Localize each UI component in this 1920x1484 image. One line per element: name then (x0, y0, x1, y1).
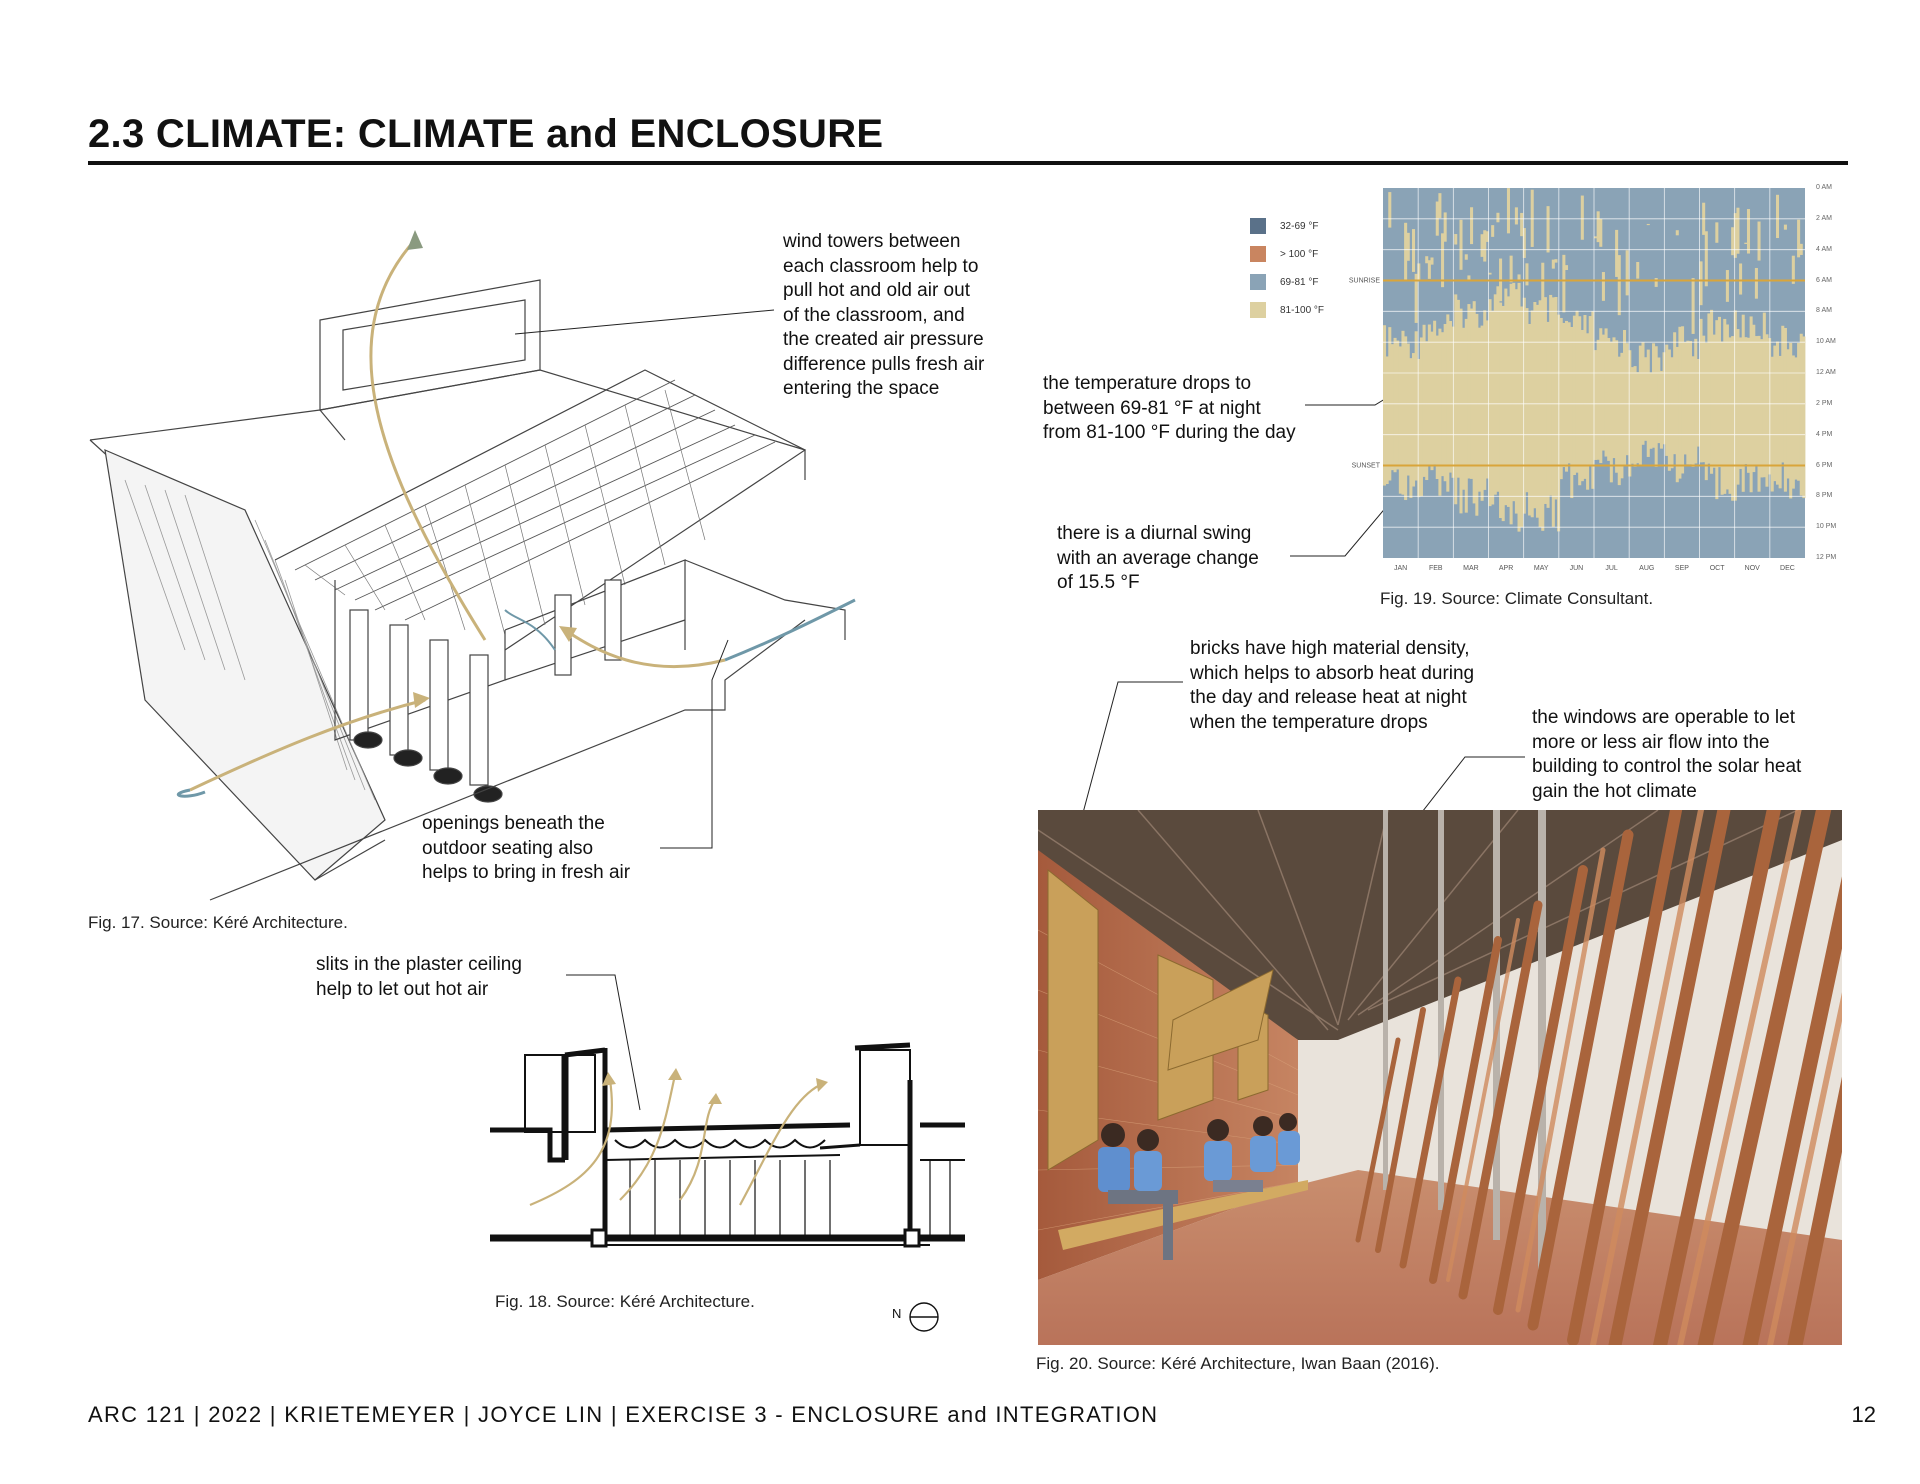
heatmap-cell (1520, 307, 1523, 528)
heatmap-cell (1430, 257, 1433, 264)
heatmap-y-tick: 2 AM (1816, 214, 1832, 222)
heatmap-cell (1576, 311, 1579, 473)
heatmap-cell (1692, 278, 1695, 334)
heatmap-cell (1721, 341, 1724, 494)
heatmap-cell (1747, 209, 1750, 254)
heatmap-cell (1607, 338, 1610, 461)
heatmap-cell (1536, 305, 1539, 518)
heatmap-cell (1420, 337, 1423, 496)
page-number: 12 (1851, 1402, 1876, 1427)
heatmap-cell (1794, 357, 1797, 479)
heatmap-x-tick: MAR (1463, 565, 1479, 572)
heatmap-cell (1744, 243, 1747, 244)
heatmap-cell (1409, 358, 1412, 498)
heatmap-cell (1594, 350, 1597, 460)
heatmap-cell (1515, 207, 1518, 224)
heatmap-cell (1734, 310, 1737, 500)
heatmap-cell (1470, 207, 1473, 244)
heatmap-cell (1531, 190, 1534, 247)
heatmap-cell (1779, 356, 1782, 488)
annotation-windows: the windows are operable to let more or less air flow into the building to control the solar heat gain the hot climate (1532, 707, 1802, 802)
heatmap-cell (1478, 328, 1481, 492)
heatmap-cell (1665, 345, 1668, 456)
heatmap-cell (1465, 319, 1468, 513)
annotation-openings: openings beneath the outdoor seating also helps to bring in fresh air (422, 813, 631, 883)
heatmap-cell (1781, 326, 1784, 463)
heatmap-y-tick: 12 AM (1816, 369, 1836, 376)
heatmap-cell (1465, 254, 1468, 259)
heatmap-cell (1678, 327, 1681, 479)
heatmap-cell (1655, 346, 1658, 467)
heatmap-cell (1481, 326, 1484, 501)
heatmap-cell (1528, 324, 1531, 516)
heatmap-cell (1459, 309, 1462, 514)
heatmap-cell (1444, 324, 1447, 481)
heatmap-cell (1552, 297, 1555, 527)
heatmap-cell (1425, 341, 1428, 480)
heatmap-cell (1765, 334, 1768, 486)
heatmap-cell (1568, 322, 1571, 463)
heatmap-x-tick: MAY (1533, 565, 1549, 572)
heatmap-y-tick: 6 PM (1816, 461, 1833, 469)
heatmap-cell (1523, 298, 1526, 514)
legend-swatch-1 (1250, 246, 1266, 262)
heatmap-cell (1755, 268, 1758, 299)
heatmap-cell (1499, 303, 1502, 519)
heatmap-cell (1676, 347, 1679, 482)
heatmap-y-tick: 0 AM (1816, 184, 1832, 191)
heatmap-cell (1473, 301, 1476, 503)
legend-swatch-0 (1250, 218, 1266, 234)
heatmap-cell (1707, 313, 1710, 463)
heatmap-cell (1565, 265, 1568, 270)
heatmap-x-tick: AUG (1639, 565, 1655, 572)
heatmap-cell (1430, 332, 1433, 470)
heatmap-cell (1715, 222, 1718, 242)
heatmap-cell (1383, 325, 1386, 485)
heatmap-cell (1583, 315, 1586, 479)
heatmap-cell (1771, 357, 1774, 492)
heatmap-cell (1502, 306, 1505, 521)
heatmap-cell (1510, 256, 1513, 283)
heatmap-cell (1705, 231, 1708, 286)
annotation-temp-drop: the temperature drops to between 69-81 °F at night from 81-100 °F during the day (1043, 373, 1296, 443)
heatmap-y-tick: 6 AM (1816, 276, 1832, 284)
heatmap-cell (1594, 236, 1597, 238)
heatmap-cell (1547, 322, 1550, 508)
heatmap-cell (1739, 263, 1742, 294)
heatmap-cell (1562, 323, 1565, 467)
heatmap-cell (1428, 325, 1431, 466)
heatmap-line-label: SUNRISE (1348, 277, 1380, 285)
heatmap-cell (1789, 343, 1792, 499)
heatmap-cell (1457, 300, 1460, 478)
annotation-slits: slits in the plaster ceiling help to let out hot air (316, 954, 522, 1000)
heatmap-cell (1423, 325, 1426, 477)
heatmap-cell (1467, 275, 1470, 280)
heatmap-cell (1581, 330, 1584, 481)
heatmap-cell (1581, 196, 1584, 240)
heatmap-cell (1718, 317, 1721, 467)
heatmap-cell (1784, 225, 1787, 230)
heatmap-cell (1489, 299, 1492, 506)
heatmap-cell (1391, 344, 1394, 470)
heatmap-x-tick: FEB (1428, 565, 1443, 572)
heatmap-cell (1636, 262, 1639, 279)
heatmap-cell (1518, 283, 1521, 532)
heatmap-cell (1404, 336, 1407, 500)
heatmap-cell (1470, 309, 1473, 479)
heatmap-cell (1760, 339, 1763, 477)
heatmap-cell (1449, 321, 1452, 473)
heatmap-cell (1610, 342, 1613, 483)
heatmap-cell (1626, 343, 1629, 455)
heatmap-cell (1578, 316, 1581, 485)
heatmap-cell (1797, 220, 1800, 258)
heatmap-cell (1623, 330, 1626, 466)
heatmap-cell (1776, 195, 1779, 238)
legend-item (1250, 212, 1324, 240)
heatmap-cell (1710, 310, 1713, 474)
heatmap-x-tick: SEP (1674, 565, 1689, 572)
heatmap-cell (1670, 357, 1673, 468)
page-footer: ARC 121 | 2022 | KRIETEMEYER | JOYCE LIN | EXERCISE 3 - ENCLOSURE and INTEGRATION (88, 1402, 1159, 1427)
heatmap-cell (1694, 339, 1697, 464)
heatmap-x-tick: DEC (1780, 565, 1795, 572)
heatmap-cell (1802, 336, 1805, 498)
heatmap-cell (1399, 346, 1402, 493)
caption-fig18: Fig. 18. Source: Kéré Architecture. (495, 1292, 755, 1311)
heatmap-cell (1758, 336, 1761, 492)
heatmap-y-tick: 2 PM (1816, 399, 1833, 407)
chart-legend (1250, 212, 1324, 324)
heatmap-cell (1634, 366, 1637, 467)
heatmap-cell (1736, 208, 1739, 254)
heatmap-cell (1547, 206, 1550, 252)
heatmap-cell (1618, 255, 1621, 315)
heatmap-y-tick: 10 PM (1816, 523, 1837, 531)
heatmap-cell (1454, 294, 1457, 504)
heatmap-cell (1520, 213, 1523, 236)
heatmap-cell (1388, 192, 1391, 228)
heatmap-cell (1444, 212, 1447, 241)
heatmap-cell (1700, 261, 1703, 305)
legend-label: 69-81 °F (1280, 276, 1319, 288)
heatmap-cell (1407, 233, 1410, 261)
heatmap-cell (1723, 319, 1726, 494)
heatmap-cell (1515, 289, 1518, 513)
heatmap-cell (1401, 331, 1404, 495)
heatmap-cell (1605, 328, 1608, 456)
heatmap-cell (1573, 316, 1576, 475)
annotation-bricks: bricks have high material density, which helps to absorb heat during the day and release heat at night when the temperature drops (1190, 638, 1475, 733)
heatmap-cell (1729, 337, 1732, 493)
heatmap-cell (1599, 219, 1602, 247)
heatmap-cell (1660, 371, 1663, 449)
heatmap-cell (1533, 302, 1536, 508)
heatmap-cell (1641, 343, 1644, 445)
heatmap-cell (1562, 255, 1565, 313)
heatmap-cell (1483, 230, 1486, 261)
heatmap-cell (1438, 329, 1441, 496)
heatmap-cell (1736, 329, 1739, 485)
heatmap-cell (1597, 211, 1600, 242)
heatmap-cell (1531, 310, 1534, 517)
legend-swatch-3 (1250, 302, 1266, 318)
heatmap-cell (1459, 220, 1462, 270)
heatmap-cell (1792, 355, 1795, 488)
legend-swatch-2 (1250, 274, 1266, 290)
legend-label: 81-100 °F (1280, 304, 1325, 316)
legend-item (1250, 296, 1324, 324)
north-label: N (892, 1306, 902, 1321)
heatmap-cell (1726, 270, 1729, 302)
heatmap-cell (1657, 358, 1660, 444)
heatmap-cell (1655, 278, 1658, 287)
heatmap-cell (1715, 320, 1718, 499)
page-title: 2.3 CLIMATE: CLIMATE and ENCLOSURE (88, 112, 884, 156)
heatmap-cell (1599, 328, 1602, 463)
heatmap-cell (1758, 222, 1761, 261)
heatmap-cell (1483, 310, 1486, 490)
heatmap-cell (1731, 227, 1734, 255)
heatmap-cell (1763, 313, 1766, 478)
heatmap-cell (1438, 193, 1441, 218)
heatmap-cell (1428, 260, 1431, 279)
heatmap-y-tick: 8 AM (1816, 307, 1832, 315)
heatmap-cell (1747, 338, 1750, 473)
heatmap-cell (1539, 300, 1542, 527)
heatmap-cell (1544, 297, 1547, 504)
heatmap-cell (1512, 283, 1515, 501)
heatmap-cell (1639, 346, 1642, 467)
heatmap-cell (1415, 331, 1418, 480)
heatmap-cell (1752, 325, 1755, 472)
heatmap-cell (1684, 342, 1687, 454)
heatmap-cell (1523, 228, 1526, 258)
caption-fig17: Fig. 17. Source: Kéré Architecture. (88, 913, 348, 932)
heatmap-cell (1705, 343, 1708, 480)
heatmap-y-tick: 10 AM (1816, 338, 1836, 346)
heatmap-cell (1776, 342, 1779, 485)
heatmap-cell (1631, 367, 1634, 464)
caption-fig19: Fig. 19. Source: Climate Consultant. (1380, 589, 1654, 608)
heatmap-cell (1491, 311, 1494, 505)
heatmap-cell (1489, 273, 1492, 275)
heatmap-cell (1668, 350, 1671, 471)
heatmap-cell (1615, 230, 1618, 277)
heatmap-cell (1525, 263, 1528, 285)
heatmap-cell (1734, 213, 1737, 258)
heatmap-cell (1507, 296, 1510, 507)
heatmap-cell (1612, 337, 1615, 458)
heatmap-cell (1597, 340, 1600, 460)
heatmap-y-tick: 8 PM (1816, 492, 1833, 500)
heatmap-cell (1412, 229, 1415, 272)
heatmap-x-tick: JUL (1605, 565, 1618, 572)
heatmap-cell (1673, 332, 1676, 454)
heatmap-cell (1475, 314, 1478, 516)
heatmap-cell (1454, 234, 1457, 244)
north-arrow-icon (904, 1300, 944, 1334)
legend-item (1250, 268, 1324, 296)
heatmap-cell (1554, 259, 1557, 262)
heatmap-cell (1773, 346, 1776, 482)
legend-label: > 100 °F (1280, 248, 1319, 260)
annotation-diurnal: there is a diurnal swing with an average change of 15.5 °F (1057, 523, 1259, 593)
heatmap-cell (1481, 234, 1484, 257)
legend-item (1250, 240, 1324, 268)
heatmap-x-tick: JUN (1569, 565, 1584, 572)
heatmap-cell (1602, 272, 1605, 301)
heatmap-cell (1700, 319, 1703, 463)
heatmap-cell (1507, 188, 1510, 233)
heatmap-cell (1404, 223, 1407, 281)
heatmap-cell (1425, 256, 1428, 263)
legend-label: 32-69 °F (1280, 220, 1319, 232)
heatmap-y-tick: 4 PM (1816, 430, 1833, 438)
heatmap-cell (1570, 327, 1573, 498)
heatmap-cell (1467, 304, 1470, 478)
heatmap-cell (1739, 337, 1742, 469)
heatmap-cell (1713, 335, 1716, 468)
heatmap-cell (1676, 230, 1679, 235)
heatmap-cell (1652, 343, 1655, 447)
heatmap-cell (1731, 336, 1734, 501)
heatmap-cell (1491, 225, 1494, 237)
heatmap-cell (1417, 359, 1420, 497)
heatmap-cell (1541, 263, 1544, 308)
heatmap-cell (1800, 334, 1803, 496)
heatmap-cell (1784, 328, 1787, 492)
fig20-photo (1038, 810, 1842, 1345)
heatmap-cell (1396, 341, 1399, 470)
heatmap-cell (1615, 340, 1618, 472)
heatmap-x-tick: JAN (1393, 565, 1408, 572)
heatmap-cell (1417, 263, 1420, 280)
heatmap-cell (1797, 343, 1800, 481)
heatmap-cell (1787, 349, 1790, 478)
heatmap-cell (1602, 335, 1605, 451)
caption-fig20: Fig. 20. Source: Kéré Architecture, Iwan Baan (2016). (1036, 1354, 1440, 1373)
heatmap-y-tick: 12 PM (1816, 554, 1837, 561)
heatmap-cell (1554, 297, 1557, 499)
heatmap-cell (1407, 344, 1410, 476)
heatmap-cell (1744, 337, 1747, 464)
heatmap-cell (1644, 357, 1647, 441)
heatmap-cell (1626, 250, 1629, 295)
heatmap-cell (1441, 233, 1444, 287)
heatmap-x-tick: OCT (1709, 565, 1725, 572)
heatmap-cell (1647, 350, 1650, 457)
fig19-heatmap-chart (1340, 180, 1815, 580)
heatmap-x-tick: APR (1498, 565, 1514, 572)
heatmap-cell (1702, 336, 1705, 463)
heatmap-cell (1636, 372, 1639, 463)
heatmap-cell (1518, 274, 1521, 280)
heatmap-cell (1394, 338, 1397, 472)
heatmap-cell (1755, 336, 1758, 466)
heatmap-cell (1689, 341, 1692, 464)
heatmap-cell (1496, 286, 1499, 491)
heatmap-cell (1686, 341, 1689, 465)
heatmap-cell (1504, 289, 1507, 506)
heatmap-y-tick: 4 AM (1816, 245, 1832, 253)
heatmap-cell (1628, 350, 1631, 476)
heatmap-cell (1647, 224, 1650, 225)
fig18-section-drawing (490, 1040, 970, 1280)
heatmap-cell (1649, 372, 1652, 449)
heatmap-cell (1552, 260, 1555, 269)
heatmap-cell (1589, 316, 1592, 466)
heatmap-cell (1496, 213, 1499, 223)
heatmap-line-label: SUNSET (1351, 462, 1380, 470)
heatmap-cell (1436, 336, 1439, 479)
heatmap-cell (1681, 326, 1684, 473)
annotation-wind-towers: wind towers between each classroom help to pull hot and old air out of the classroom, and the created air pressure difference pulls fresh air entering the space (783, 231, 985, 399)
heatmap-cell (1620, 353, 1623, 478)
heatmap-x-tick: NOV (1744, 565, 1760, 572)
heatmap-cell (1565, 321, 1568, 472)
